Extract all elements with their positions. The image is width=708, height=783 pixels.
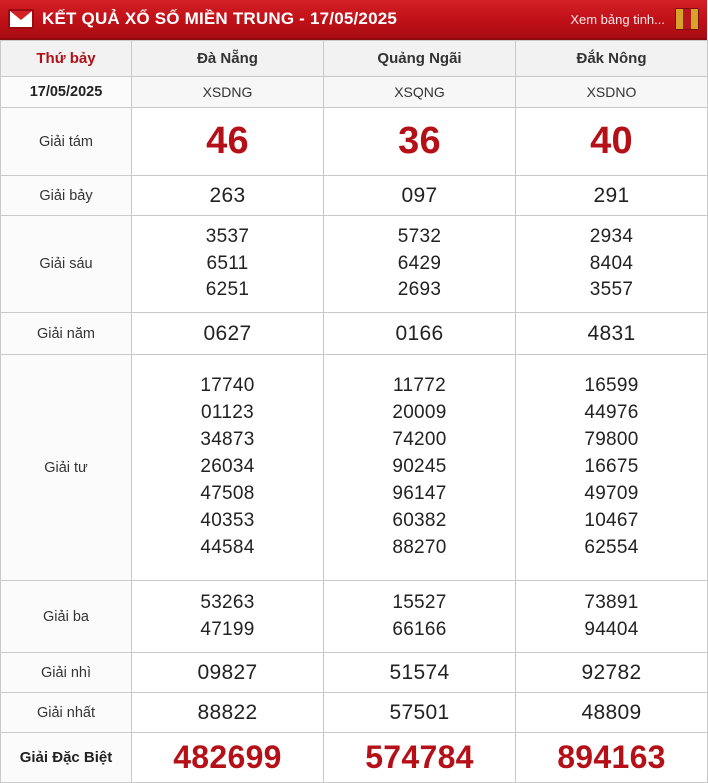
number-list — [133, 658, 322, 688]
prize-values-1 — [324, 355, 516, 581]
prize-number: 0627 — [203, 321, 252, 345]
table-row — [1, 355, 708, 581]
number-list — [133, 735, 322, 780]
table-header-row — [1, 41, 708, 77]
prize-values-0 — [132, 653, 324, 693]
prize-number: 51574 — [389, 660, 450, 684]
prize-label: Giải sáu — [1, 216, 132, 313]
prize-number: 894163 — [557, 738, 666, 775]
table-body — [1, 77, 708, 783]
prize-values-1 — [324, 108, 516, 176]
envelope-icon — [8, 9, 34, 29]
table-row — [1, 313, 708, 355]
page-header — [0, 0, 707, 40]
prize-label: Giải nhất — [1, 693, 132, 733]
prize-label: Giải ba — [1, 581, 132, 653]
province-code-2: XSDNO — [516, 77, 708, 108]
prize-values-1 — [324, 313, 516, 355]
prize-number: 36 — [398, 119, 441, 162]
number-list — [325, 658, 514, 688]
prize-number: 34873 — [200, 429, 255, 451]
prize-number: 96147 — [392, 482, 447, 504]
prize-number: 2693 — [397, 279, 442, 301]
prize-number: 40353 — [200, 509, 255, 531]
number-list — [325, 319, 514, 349]
prize-values-2 — [516, 313, 708, 355]
prize-values-0 — [132, 313, 324, 355]
prize-number: 6429 — [397, 252, 442, 274]
prize-number: 482699 — [173, 738, 282, 775]
number-list — [517, 590, 706, 644]
view-table-link[interactable]: Xem bảng tinh... — [570, 11, 665, 27]
prize-number: 574784 — [365, 738, 474, 775]
number-list — [325, 590, 514, 644]
prize-values-2 — [516, 108, 708, 176]
prize-number: 0166 — [395, 321, 444, 345]
prize-values-1 — [324, 733, 516, 783]
prize-number: 74200 — [392, 429, 447, 451]
table-row — [1, 733, 708, 783]
prize-number: 11772 — [393, 375, 446, 397]
prize-number: 49709 — [584, 482, 639, 504]
prize-number: 291 — [593, 183, 630, 207]
province-header-2[interactable]: Đắk Nông — [516, 41, 708, 77]
province-header-1[interactable]: Quảng Ngãi — [324, 41, 516, 77]
prize-label: Giải tư — [1, 355, 132, 581]
prize-values-0 — [132, 216, 324, 313]
table-row — [1, 581, 708, 653]
day-label: Thứ bảy — [1, 41, 132, 77]
prize-number: 40 — [590, 119, 633, 162]
prize-values-2 — [516, 176, 708, 216]
number-list — [133, 698, 322, 728]
prize-values-1 — [324, 653, 516, 693]
prize-values-1 — [324, 581, 516, 653]
number-list — [325, 181, 514, 211]
number-list — [325, 698, 514, 728]
prize-number: 2934 — [589, 225, 634, 247]
prize-number: 44584 — [200, 536, 255, 558]
number-list — [133, 590, 322, 644]
prize-values-0 — [132, 108, 324, 176]
table-row — [1, 108, 708, 176]
number-list — [517, 658, 706, 688]
province-code-1: XSQNG — [324, 77, 516, 108]
prize-number: 73891 — [584, 591, 639, 613]
number-list — [325, 735, 514, 780]
number-list — [133, 373, 322, 562]
prize-label: Giải nhì — [1, 653, 132, 693]
prize-values-2 — [516, 653, 708, 693]
table-row — [1, 693, 708, 733]
province-code-0: XSDNG — [132, 77, 324, 108]
prize-number: 92782 — [581, 660, 642, 684]
prize-number: 88270 — [392, 536, 447, 558]
prize-number: 88822 — [197, 700, 258, 724]
number-list — [517, 224, 706, 305]
prize-label: Giải năm — [1, 313, 132, 355]
table-row — [1, 216, 708, 313]
province-code-row — [1, 77, 708, 108]
prize-number: 01123 — [201, 402, 254, 424]
lottery-results-table — [0, 40, 708, 783]
prize-values-2 — [516, 693, 708, 733]
table-row — [1, 176, 708, 216]
prize-number: 48809 — [581, 700, 642, 724]
prize-number: 097 — [401, 183, 438, 207]
prize-label: Giải Đặc Biệt — [1, 733, 132, 783]
number-list — [517, 735, 706, 780]
prize-number: 3537 — [205, 225, 250, 247]
prize-number: 94404 — [584, 618, 639, 640]
number-list — [133, 119, 322, 162]
prize-values-0 — [132, 693, 324, 733]
prize-number: 8404 — [589, 252, 634, 274]
number-list — [133, 224, 322, 305]
number-list — [325, 224, 514, 305]
prize-number: 16599 — [584, 375, 639, 397]
prize-number: 57501 — [389, 700, 450, 724]
prize-number: 47508 — [200, 482, 255, 504]
prize-number: 6511 — [206, 252, 249, 274]
prize-number: 44976 — [584, 402, 639, 424]
prize-values-2 — [516, 733, 708, 783]
prize-number: 10467 — [584, 509, 639, 531]
prize-number: 3557 — [589, 279, 634, 301]
flag-icon — [675, 8, 699, 30]
prize-number: 60382 — [392, 509, 447, 531]
number-list — [517, 373, 706, 562]
number-list — [517, 181, 706, 211]
number-list — [133, 181, 322, 211]
prize-number: 26034 — [200, 456, 255, 478]
number-list — [517, 119, 706, 162]
prize-values-2 — [516, 355, 708, 581]
prize-number: 16675 — [584, 456, 639, 478]
prize-number: 90245 — [392, 456, 447, 478]
prize-values-0 — [132, 355, 324, 581]
prize-label: Giải tám — [1, 108, 132, 176]
prize-values-1 — [324, 693, 516, 733]
prize-values-0 — [132, 176, 324, 216]
prize-number: 4831 — [587, 321, 636, 345]
prize-number: 62554 — [584, 536, 639, 558]
prize-values-1 — [324, 176, 516, 216]
prize-number: 6251 — [205, 279, 250, 301]
number-list — [325, 119, 514, 162]
prize-values-2 — [516, 216, 708, 313]
prize-number: 5732 — [397, 225, 442, 247]
province-header-0[interactable]: Đà Nẵng — [132, 41, 324, 77]
number-list — [325, 373, 514, 562]
number-list — [517, 319, 706, 349]
table-row — [1, 653, 708, 693]
prize-values-2 — [516, 581, 708, 653]
number-list — [133, 319, 322, 349]
prize-number: 47199 — [200, 618, 255, 640]
prize-number: 15527 — [392, 591, 447, 613]
prize-number: 263 — [209, 183, 246, 207]
draw-date: 17/05/2025 — [1, 77, 132, 108]
prize-values-1 — [324, 216, 516, 313]
prize-number: 46 — [206, 119, 249, 162]
prize-label: Giải bảy — [1, 176, 132, 216]
prize-number: 53263 — [200, 591, 255, 613]
prize-number: 09827 — [197, 660, 258, 684]
prize-values-0 — [132, 733, 324, 783]
prize-number: 66166 — [392, 618, 447, 640]
page-title: KẾT QUẢ XỔ SỐ MIỀN TRUNG - 17/05/2025 — [42, 9, 398, 28]
prize-number: 20009 — [392, 402, 447, 424]
number-list — [517, 698, 706, 728]
prize-number: 17740 — [200, 375, 255, 397]
prize-values-0 — [132, 581, 324, 653]
prize-number: 79800 — [584, 429, 639, 451]
